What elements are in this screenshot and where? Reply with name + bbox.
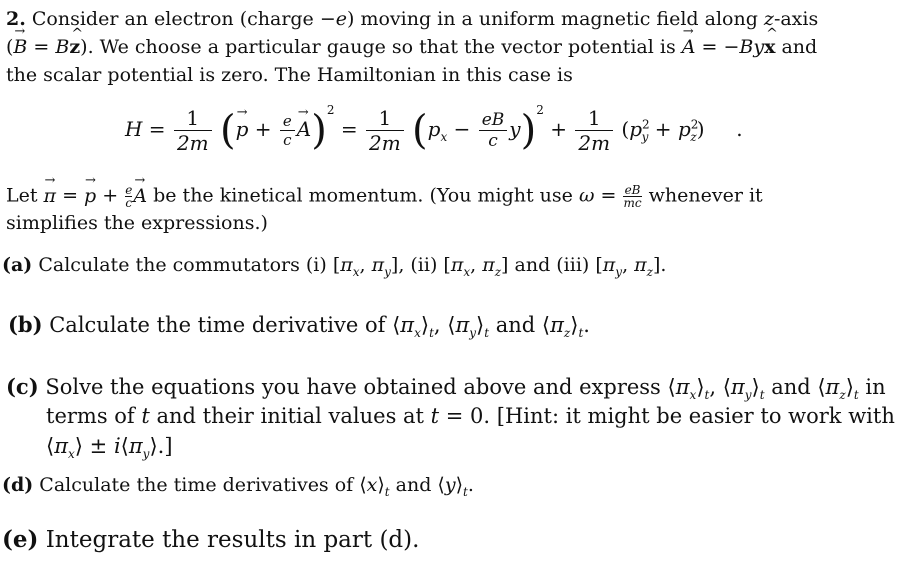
part-b: (b) Calculate the time derivative of $⟨\pi_x⟩_t$, $⟨\pi_y⟩_t$ and $⟨\pi_z⟩_t$. bbox=[8, 312, 590, 341]
kinetic-momentum-note: simplifies the expressions.) bbox=[6, 212, 268, 234]
problem-intro-line-2: (→ B = B^ z). We choose a particular gauge so that the vector potential is → A = −By^ x and bbox=[6, 36, 817, 58]
part-c-line-3: $⟨\pi_x⟩$ ± $i⟨\pi_y⟩$.] bbox=[46, 434, 173, 462]
part-d: (d) Calculate the time derivatives of $⟨x⟩_t$ and $⟨y⟩_t$. bbox=[2, 474, 474, 499]
part-c-line-1: (c) Solve the equations you have obtained above and express $⟨\pi_x⟩_t$, $⟨\pi_y⟩_t$ and $⟨\pi_z⟩_t$ in bbox=[6, 374, 886, 403]
part-e-label: (e) bbox=[2, 526, 39, 553]
problem-intro-line-1: 2. Consider an electron (charge −e) moving in a uniform magnetic field along z-axis bbox=[6, 8, 819, 30]
part-b-label: (b) bbox=[8, 312, 43, 337]
problem-number: 2. bbox=[6, 8, 26, 30]
part-c-label: (c) bbox=[6, 374, 39, 399]
part-d-label: (d) bbox=[2, 474, 34, 496]
problem-intro-line-3: the scalar potential is zero. The Hamiltonian in this case is bbox=[6, 64, 573, 86]
part-a: (a) Calculate the commutators (i) [$\pi_x$, $\pi_y$], (ii) [$\pi_x$, $\pi_z$] and (iii) [$\pi_y$, $\pi_z$]. bbox=[2, 254, 667, 279]
part-a-label: (a) bbox=[2, 254, 33, 276]
hamiltonian-equation: H = $\frac{1}{2m}$ (→ p + $\frac{e}{c}$ → A)$^2$ = $\frac{1}{2m}$ ($p_x$ − $\frac{eB}{c}$ y)$^2$ + $\frac{1}{2m}$ $(p^2_y + p^2_z)$ . bbox=[125, 103, 743, 155]
part-c-line-2: terms of t and their initial values at t = 0. [Hint: it might be easier to work with bbox=[46, 404, 895, 428]
part-e bbox=[2, 526, 419, 553]
kinetic-momentum-definition: Let → π = → p + $\frac{e}{c}$ → A be the kinetical momentum. (You might use ω = $\frac{eB}{mc}$ whenever it bbox=[6, 184, 763, 209]
part-e-text: Integrate the results in part (d). bbox=[45, 527, 420, 553]
